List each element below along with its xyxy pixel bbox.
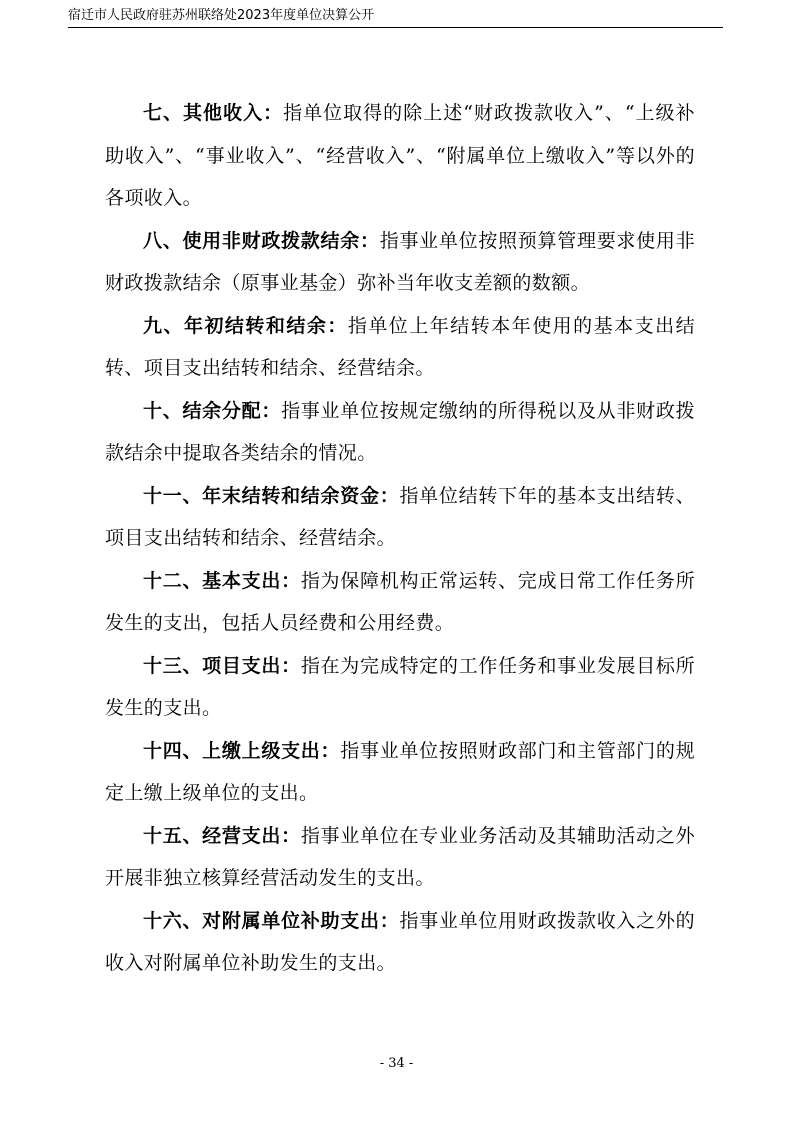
document-body <box>105 92 695 985</box>
term-label: 七、其他收入： <box>143 102 284 124</box>
term-definition: 指事业单位按照预算管理要求使用非财政拨款结余（原事业基金）弥补当年收支差额的数额。 <box>105 229 695 294</box>
term-label: 十、结余分配： <box>143 399 282 422</box>
paragraph-year-end-balance <box>105 475 695 560</box>
paragraph-surplus-distribution <box>105 390 695 475</box>
paragraph-remittance-to-superior <box>105 730 695 815</box>
term-label: 八、使用非财政拨款结余： <box>143 229 380 252</box>
term-label: 十一、年末结转和结余资金： <box>143 484 400 507</box>
term-label: 十四、上缴上级支出： <box>143 739 341 762</box>
term-definition: 指事业单位在专业业务活动及其辅助活动之外开展非独立核算经营活动发生的支出。 <box>105 824 695 889</box>
term-definition: 指为保障机构正常运转、完成日常工作任务所发生的支出，包括人员经费和公用经费。 <box>105 569 695 634</box>
term-label: 十六、对附属单位补助支出： <box>143 909 400 932</box>
term-definition: 指事业单位用财政拨款收入之外的收入对附属单位补助发生的支出。 <box>105 909 695 974</box>
term-definition: 指单位上年结转本年使用的基本支出结转、项目支出结转和结余、经营结余。 <box>105 314 695 379</box>
term-label: 九、年初结转和结余： <box>143 314 348 337</box>
paragraph-non-fiscal-surplus <box>105 220 695 305</box>
paragraph-project-expenditure <box>105 645 695 730</box>
page-header: 宿迁市人民政府驻苏州联络处2023年度单位决算公开 <box>68 6 723 28</box>
term-label: 十二、基本支出： <box>143 569 301 592</box>
paragraph-subsidy-to-affiliates <box>105 900 695 985</box>
term-definition: 指在为完成特定的工作任务和事业发展目标所发生的支出。 <box>105 654 695 719</box>
term-definition: 指事业单位按照财政部门和主管部门的规定上缴上级单位的支出。 <box>105 739 695 804</box>
term-label: 十三、项目支出： <box>143 654 301 677</box>
term-definition: 指事业单位按规定缴纳的所得税以及从非财政拨款结余中提取各类结余的情况。 <box>105 399 695 464</box>
page-number: - 34 - <box>379 1056 414 1071</box>
paragraph-operating-expenditure <box>105 815 695 900</box>
term-definition: 指单位取得的除上述“财政拨款收入”、“上级补助收入”、“事业收入”、“经营收入”、“附属单位上缴收入”等以外的各项收入。 <box>105 102 695 209</box>
paragraph-beginning-balance <box>105 305 695 390</box>
paragraph-basic-expenditure <box>105 560 695 645</box>
paragraph-other-income <box>105 92 695 220</box>
term-definition: 指单位结转下年的基本支出结转、项目支出结转和结余、经营结余。 <box>105 484 695 549</box>
term-label: 十五、经营支出： <box>143 824 301 847</box>
